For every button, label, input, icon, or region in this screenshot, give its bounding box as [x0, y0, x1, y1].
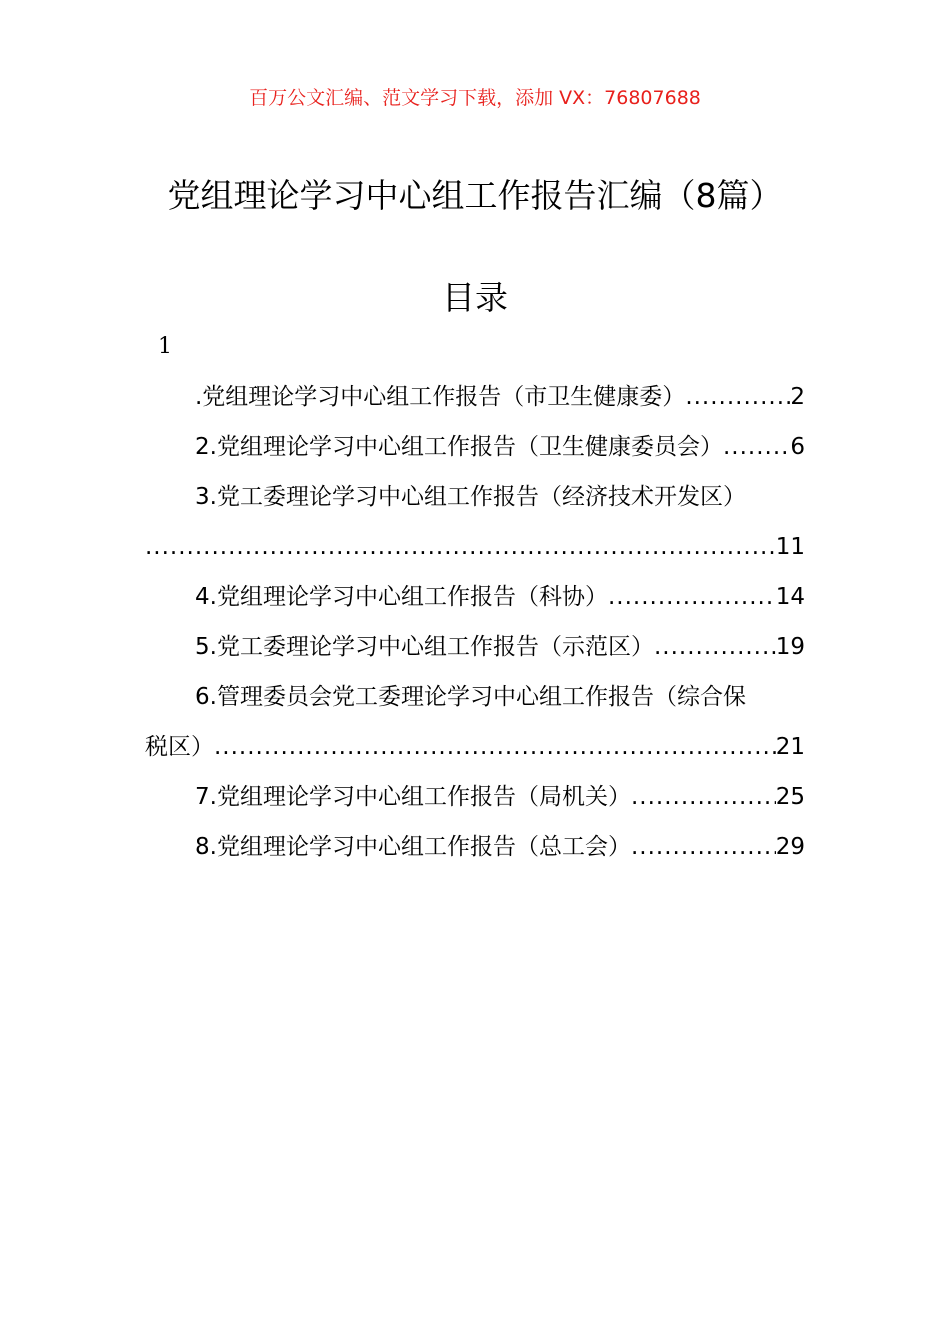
toc-entry-page: 2 [790, 384, 805, 410]
document-title: 党组理论学习中心组工作报告汇编（8篇） [167, 176, 783, 215]
toc-entry-title: 7.党组理论学习中心组工作报告（局机关） [195, 784, 631, 810]
toc-stray-number: 1 [158, 334, 172, 359]
toc-dot-leader [723, 422, 790, 472]
toc-entry-5[interactable] [145, 622, 805, 672]
toc-entry-2[interactable] [145, 422, 805, 472]
toc-dot-leader [145, 522, 776, 572]
toc-entry-page: 29 [775, 834, 805, 860]
toc-entry-title-continued: 税区） [145, 734, 214, 760]
toc-entry-3-line1[interactable] [145, 472, 805, 522]
toc-entry-page: 11 [775, 534, 805, 560]
toc-dot-leader [631, 822, 776, 872]
toc-dot-leader [654, 622, 776, 672]
toc-entry-page: 14 [775, 584, 805, 610]
toc-entry-title: 6.管理委员会党工委理论学习中心组工作报告（综合保 [195, 684, 746, 710]
toc-entry-title: 4.党组理论学习中心组工作报告（科协） [195, 584, 608, 610]
toc-entry-title: 2.党组理论学习中心组工作报告（卫生健康委员会） [195, 434, 723, 460]
toc-entry-page: 6 [790, 434, 805, 460]
toc-entry-title: .党组理论学习中心组工作报告（市卫生健康委） [195, 384, 686, 410]
toc-dot-leader [608, 572, 776, 622]
toc-entry-4[interactable] [145, 572, 805, 622]
toc-entry-1[interactable] [145, 372, 805, 422]
toc-entry-3-line2[interactable] [145, 522, 805, 572]
toc-entry-page: 19 [775, 634, 805, 660]
header-banner: 百万公文汇编、范文学习下载，添加 VX：76807688 [249, 87, 701, 109]
toc-entry-8[interactable] [145, 822, 805, 872]
toc-dot-leader [685, 372, 790, 422]
toc-entry-6-line1[interactable] [145, 672, 805, 722]
toc-entry-6-line2[interactable] [145, 722, 805, 772]
toc-entry-title: 3.党工委理论学习中心组工作报告（经济技术开发区） [195, 484, 746, 510]
toc-heading: 目录 [442, 278, 508, 317]
toc-dot-leader [631, 772, 776, 822]
toc-entry-title: 5.党工委理论学习中心组工作报告（示范区） [195, 634, 654, 660]
toc-entry-7[interactable] [145, 772, 805, 822]
table-of-contents [145, 372, 805, 872]
toc-dot-leader [214, 722, 776, 772]
toc-entry-page: 25 [775, 784, 805, 810]
toc-entry-title: 8.党组理论学习中心组工作报告（总工会） [195, 834, 631, 860]
toc-entry-page: 21 [775, 734, 805, 760]
